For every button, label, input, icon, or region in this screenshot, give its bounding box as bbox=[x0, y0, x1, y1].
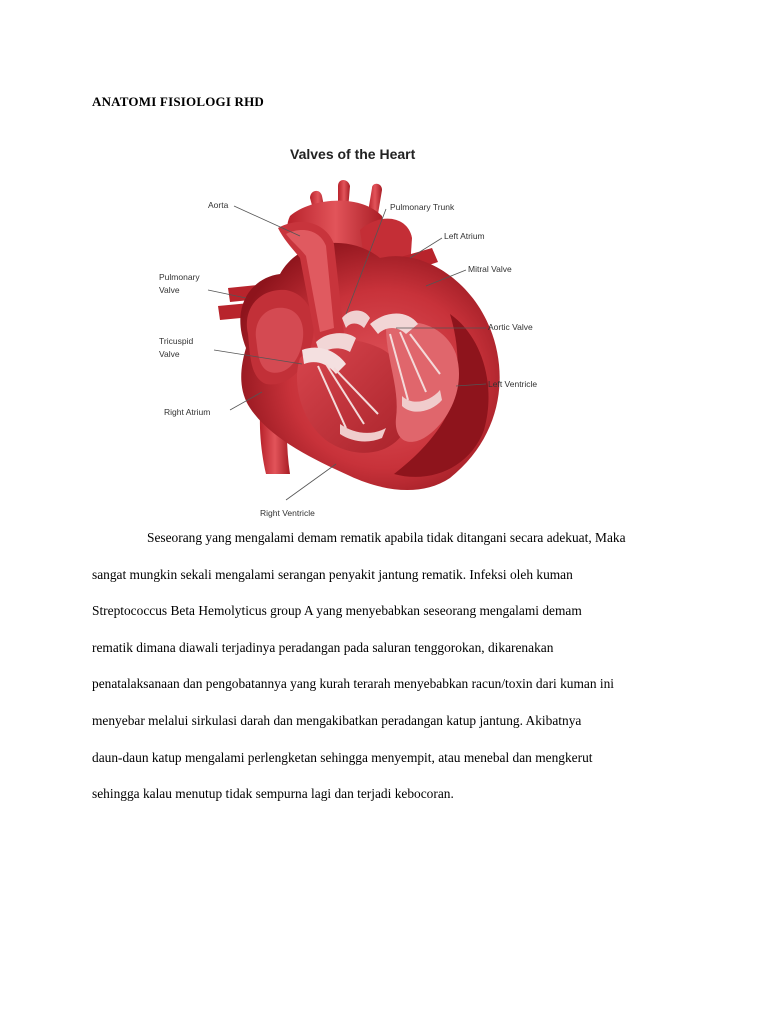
heart-valves-figure bbox=[150, 138, 590, 522]
label-right-ventricle: Right Ventricle bbox=[260, 508, 315, 518]
label-pulmonary-trunk: Pulmonary Trunk bbox=[390, 202, 455, 212]
label-pulmonary-valve-line2: Valve bbox=[159, 285, 180, 295]
label-left-atrium: Left Atrium bbox=[444, 231, 485, 241]
paragraph-line: penatalaksanaan dan pengobatannya yang kurah terarah menyebabkan racun/toxin dari kuman ini bbox=[92, 676, 615, 692]
label-tricuspid-valve-line1: Tricuspid bbox=[159, 336, 194, 346]
label-tricuspid-valve-line2: Valve bbox=[159, 349, 180, 359]
label-left-ventricle: Left Ventricle bbox=[488, 379, 538, 389]
figure-title: Valves of the Heart bbox=[290, 146, 416, 162]
label-right-atrium: Right Atrium bbox=[164, 407, 211, 417]
paragraph-line: rematik dimana diawali terjadinya peradangan pada saluran tenggorokan, dikarenakan bbox=[92, 639, 554, 655]
paragraph-line: daun-daun katup mengalami perlengketan sehingga menyempit, atau menebal dan mengkerut bbox=[92, 749, 593, 765]
paragraph-line: Streptococcus Beta Hemolyticus group A yang menyebabkan seseorang mengalami demam bbox=[92, 603, 582, 619]
paragraph-line: menyebar melalui sirkulasi darah dan mengakibatkan peradangan katup jantung. Akibatnya bbox=[92, 712, 582, 728]
page-title: ANATOMI FISIOLOGI RHD bbox=[92, 94, 265, 109]
label-aortic-valve: Aortic Valve bbox=[488, 322, 533, 332]
label-mitral-valve: Mitral Valve bbox=[468, 264, 512, 274]
paragraph-line: sangat mungkin sekali mengalami serangan penyakit jantung rematik. Infeksi oleh kuman bbox=[92, 566, 573, 582]
body-paragraph bbox=[92, 520, 692, 813]
label-pulmonary-valve-line1: Pulmonary bbox=[159, 272, 200, 282]
label-aorta: Aorta bbox=[208, 200, 229, 210]
heart-illustration bbox=[150, 138, 590, 522]
paragraph-line: sehingga kalau menutup tidak sempurna lagi dan terjadi kebocoran. bbox=[92, 786, 454, 802]
paragraph-line: Seseorang yang mengalami demam rematik apabila tidak ditangani secara adekuat, Maka bbox=[147, 530, 626, 545]
